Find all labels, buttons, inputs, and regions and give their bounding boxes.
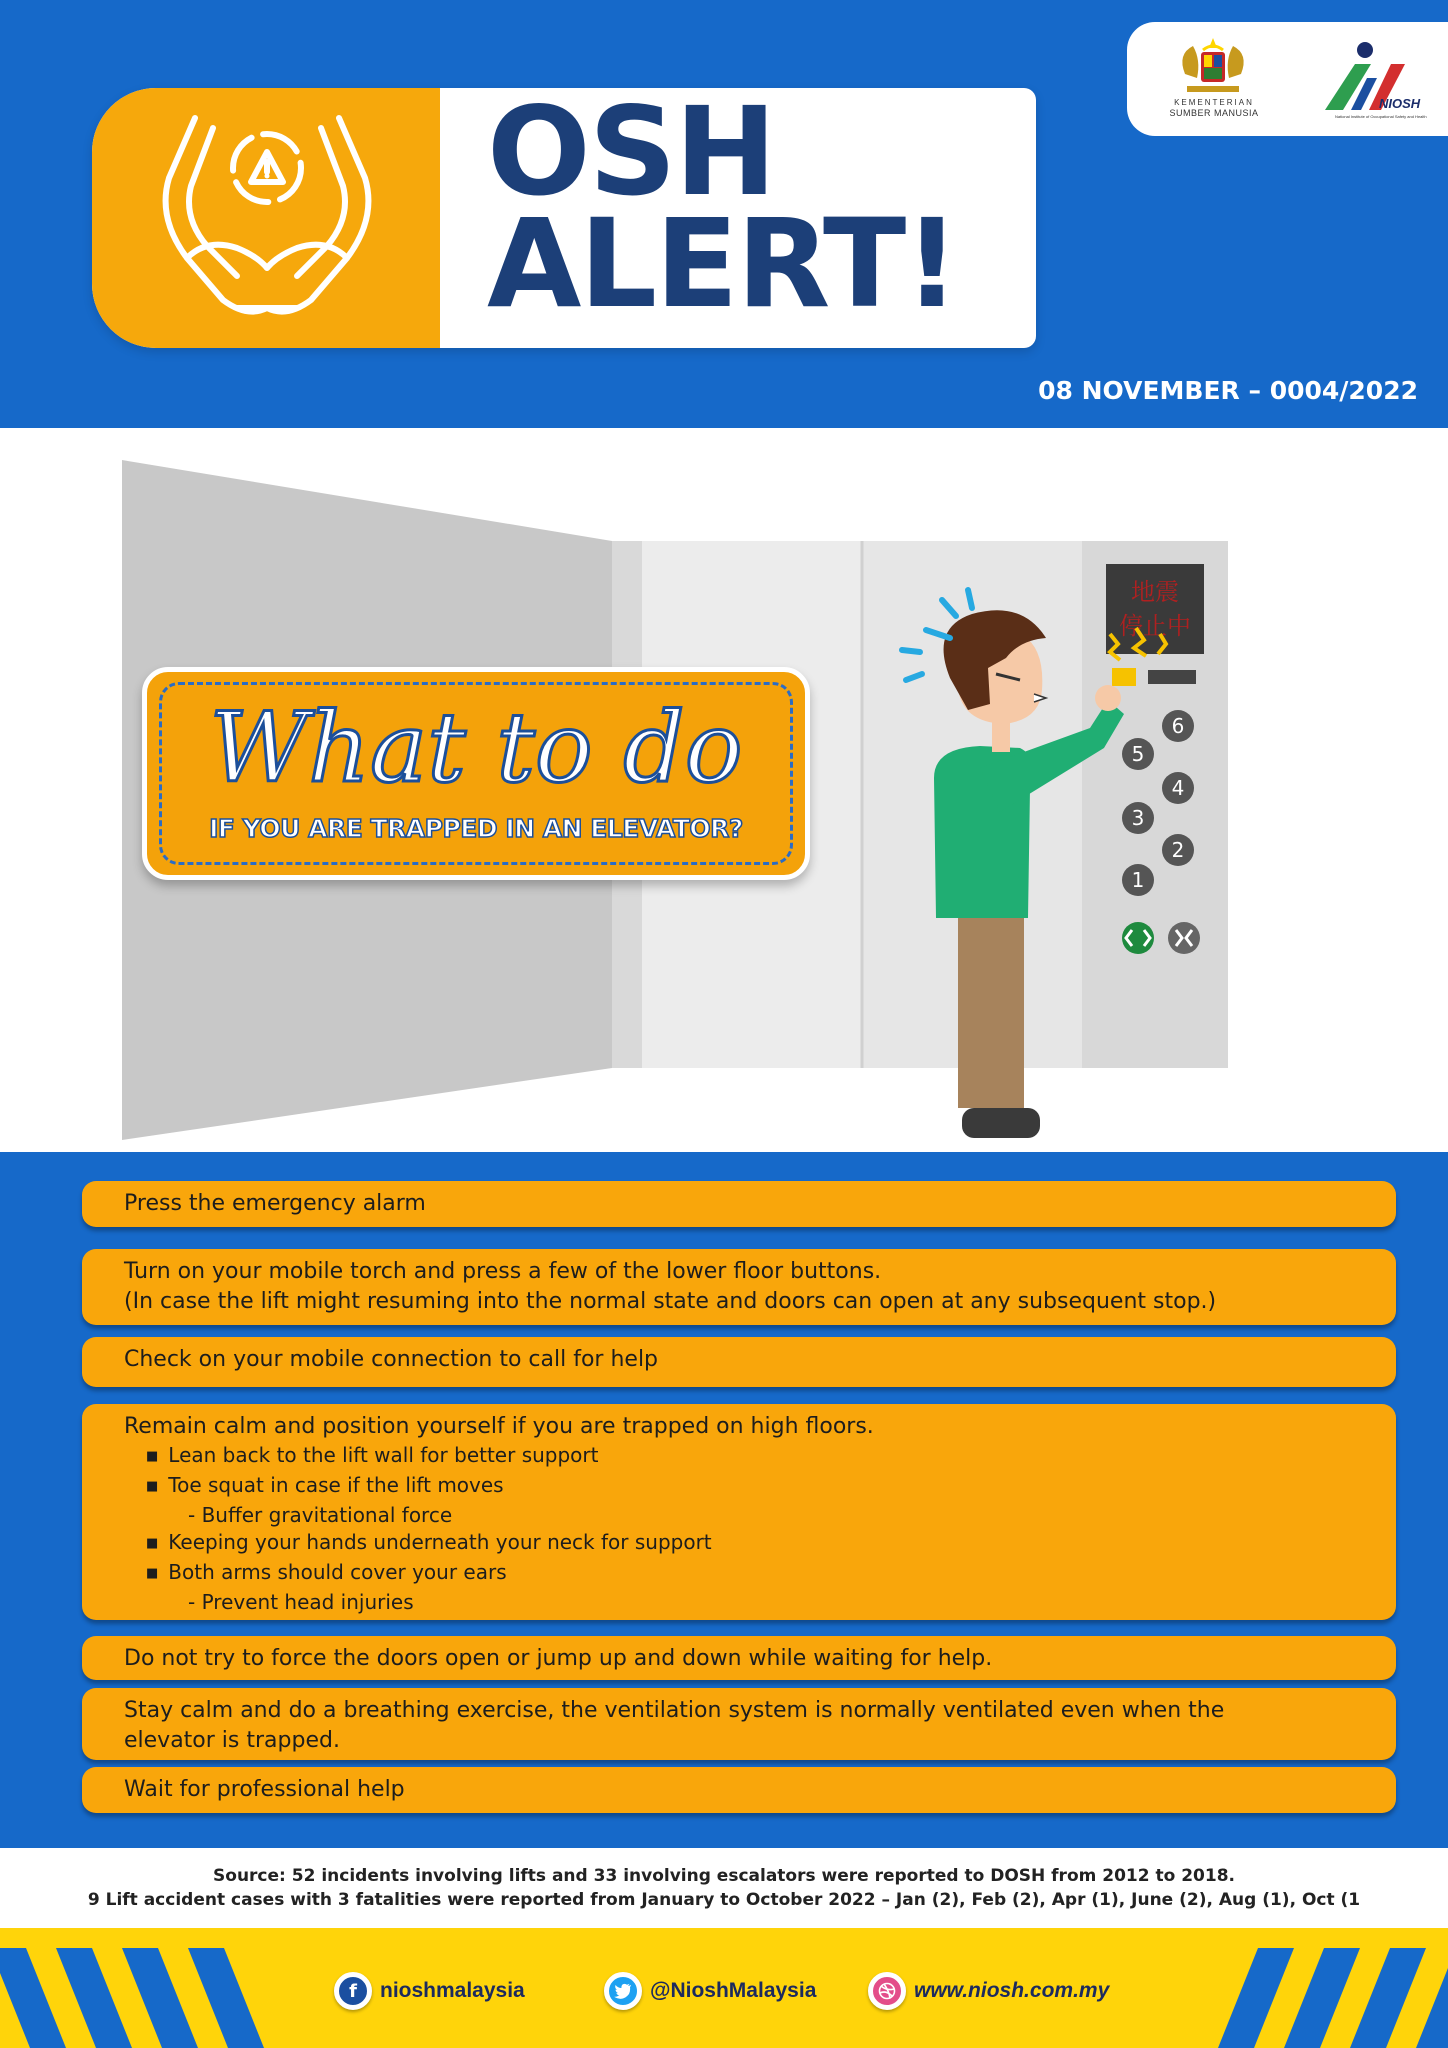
ministry-logo-line2: SUMBER MANUSIA — [1169, 108, 1259, 118]
step-7-text: Wait for professional help — [124, 1777, 405, 1802]
step-4-text: Remain calm and position yourself if you are trapped on high floors. — [124, 1414, 874, 1439]
page-title — [487, 88, 958, 335]
source-line1: Source: 52 incidents involving lifts and 33 involving escalators were reported to DOSH from 2012 to 2018. — [213, 1866, 1235, 1886]
step-3-text: Check on your mobile connection to call for help — [124, 1347, 659, 1372]
what-to-do-banner — [142, 667, 810, 880]
dribbble-icon — [868, 1972, 906, 2010]
ministry-logo-line1: KEMENTERIAN — [1174, 98, 1254, 107]
step-5 — [82, 1636, 1396, 1680]
hazard-stripes-right-icon — [1218, 1948, 1448, 2048]
step-6-text-line2: elevator is trapped. — [124, 1728, 340, 1753]
step-6 — [82, 1688, 1396, 1760]
display-line1: 地震 — [1131, 578, 1179, 606]
door-close-button-icon — [1168, 922, 1200, 954]
step-2-note: (In case the lift might resuming into the normal state and doors can open at any subsequent stop.) — [124, 1289, 1217, 1314]
source-line2: 9 Lift accident cases with 3 fatalities were reported from January to October 2022 – Jan (2), Feb (2), Apr (1), June (2), Aug (1), Oct (1 — [87, 1890, 1361, 1910]
twitter-label: @NioshMalaysia — [650, 1979, 817, 2002]
title-icon-panel — [92, 88, 440, 348]
website-link[interactable] — [868, 1972, 1109, 2010]
step-2-text: Turn on your mobile torch and press a few of the lower floor buttons. — [124, 1259, 882, 1284]
banner-subtitle: IF YOU ARE TRAPPED IN AN ELEVATOR? — [209, 814, 743, 843]
step-4-bullet-1: ■ Lean back to the lift wall for better support — [124, 1442, 1354, 1472]
twitter-icon — [604, 1972, 642, 2010]
niosh-logo-subtext: National Institute of Occupational Safety and Health — [1335, 114, 1427, 119]
date-code: 08 NOVEMBER – 0004/2022 — [1038, 376, 1418, 405]
hazard-stripes-left-icon — [0, 1948, 270, 2048]
facebook-label: nioshmalaysia — [380, 1979, 525, 2002]
title-line2: ALERT! — [487, 193, 958, 335]
step-1 — [82, 1181, 1396, 1227]
step-1-text: Press the emergency alarm — [124, 1191, 426, 1216]
header — [0, 0, 1448, 428]
twitter-link[interactable] — [604, 1972, 816, 2010]
step-3 — [82, 1337, 1396, 1387]
step-4-subpoint-2: - Prevent head injuries — [188, 1590, 414, 1614]
step-4-bullet-2: ■ Toe squat in case if the lift moves — [124, 1472, 1354, 1502]
floor-button-3-label: 3 — [1131, 806, 1145, 830]
floor-button-4-label: 4 — [1171, 776, 1185, 800]
step-6-text: Stay calm and do a breathing exercise, the ventilation system is normally ventilated even when the — [124, 1698, 1225, 1723]
step-4-bullet-4: ■ Both arms should cover your ears — [124, 1559, 1354, 1589]
facebook-icon: f — [334, 1972, 372, 2010]
website-label: www.niosh.com.my — [914, 1979, 1110, 2002]
ministry-logo-text — [1149, 98, 1279, 118]
step-4 — [82, 1404, 1396, 1620]
niosh-logo-icon — [1295, 34, 1435, 124]
step-5-text: Do not try to force the doors open or jump up and down while waiting for help. — [124, 1646, 993, 1671]
floor-button-5-label: 5 — [1131, 742, 1145, 766]
ministry-crest-icon — [1173, 34, 1253, 104]
floor-button-1-label: 1 — [1131, 868, 1145, 892]
facebook-link[interactable] — [334, 1972, 525, 2010]
step-4-subpoint-1: - Buffer gravitational force — [188, 1503, 453, 1527]
step-4-bullet-3: ■ Keeping your hands underneath your neck for support — [124, 1529, 1354, 1559]
protecting-hands-warning-icon — [147, 108, 387, 328]
footer — [0, 1928, 1448, 2048]
title-card — [92, 88, 1036, 348]
step-2 — [82, 1249, 1396, 1325]
logos-panel — [1127, 22, 1448, 136]
floor-button-2-label: 2 — [1171, 838, 1185, 862]
display-line2: 停止中 — [1119, 612, 1191, 640]
step-7 — [82, 1767, 1396, 1813]
banner-title: What to do — [209, 692, 743, 804]
niosh-logo-text: NIOSH — [1379, 96, 1421, 111]
floor-button-6-label: 6 — [1171, 714, 1185, 738]
title-line1: OSH — [487, 88, 775, 223]
alarm-button — [1112, 668, 1136, 686]
source-note — [0, 1864, 1448, 1912]
